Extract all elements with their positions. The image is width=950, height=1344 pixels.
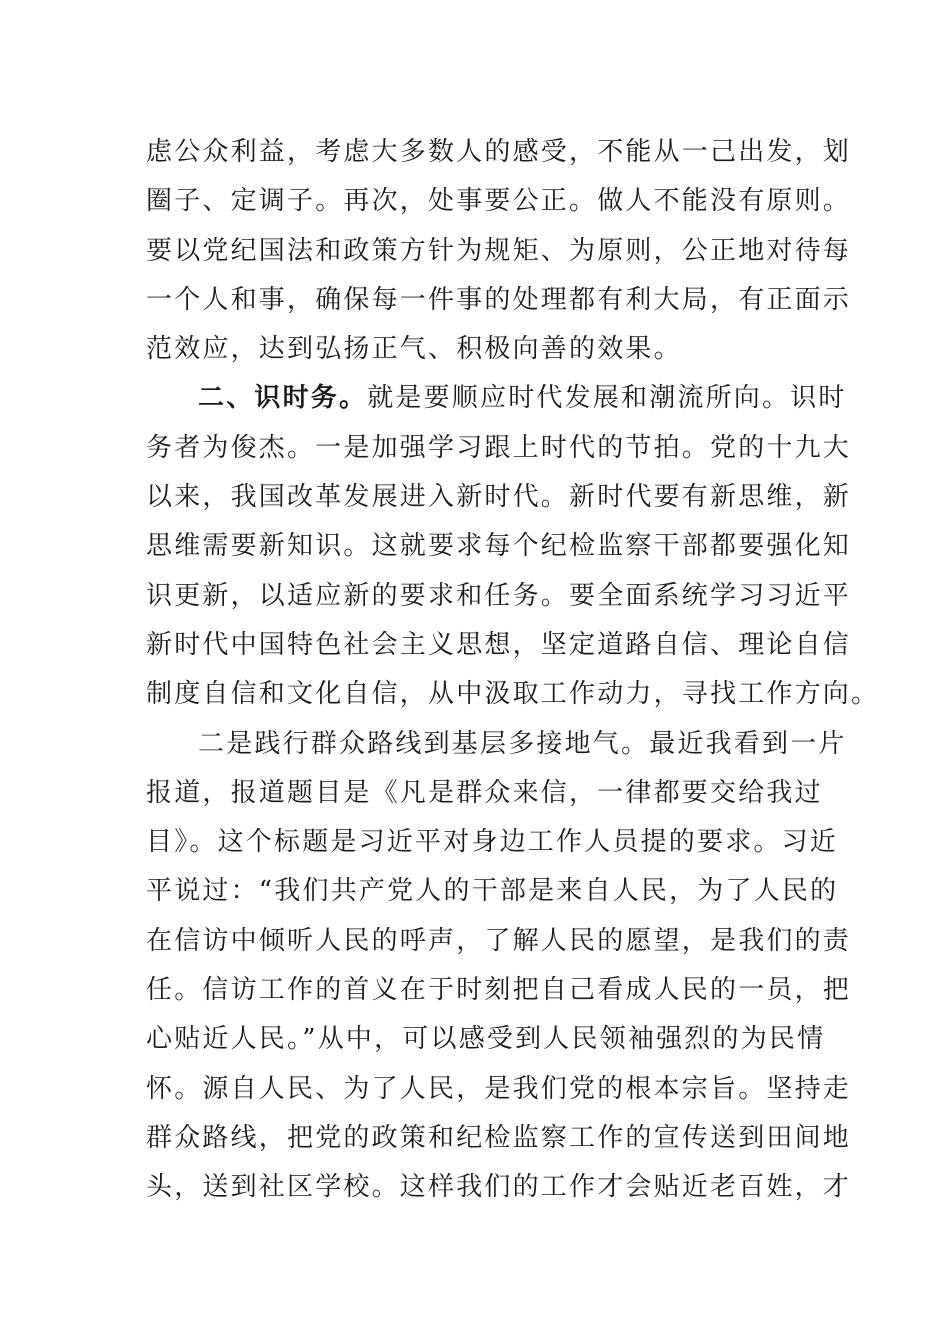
text-span: 就是要顺应时代发展和潮流所向。识时 [367, 383, 847, 414]
text-line: 新时代中国特色社会主义思想，坚定道路自信、理论自信 [146, 629, 852, 660]
text-line: 任。信访工作的首义在于时刻把自己看成人民的一员，把 [146, 975, 852, 1006]
text-line: 要以党纪国法和政策方针为规矩、为原则，公正地对待每 [146, 235, 852, 266]
text-line: 在信访中倾听人民的呼声，了解人民的愿望，是我们的责 [146, 925, 852, 956]
text-line: 以来，我国改革发展进入新时代。新时代要有新思维，新 [146, 482, 852, 513]
section-heading: 二、识时务。 [198, 383, 368, 414]
text-line: 圈子、定调子。再次，处事要公正。做人不能没有原则。 [146, 186, 852, 217]
text-line: 制度自信和文化自信，从中汲取工作动力，寻找工作方向。 [146, 679, 880, 710]
text-line: 怀。源自人民、为了人民，是我们党的根本宗旨。坚持走 [146, 1073, 852, 1104]
text-line: 范效应，达到弘扬正气、积极向善的效果。 [146, 334, 682, 365]
text-line: 报道，报道题目是《凡是群众来信，一律都要交给我过 [146, 777, 823, 808]
text-line: 平说过：“我们共产党人的干部是来自人民，为了人民的 [146, 876, 839, 907]
text-line: 心贴近人民。”从中，可以感受到人民领袖强烈的为民情 [146, 1024, 826, 1055]
text-line: 一个人和事，确保每一件事的处理都有利大局，有正面示 [146, 284, 852, 315]
text-line: 识更新，以适应新的要求和任务。要全面系统学习习近平 [146, 580, 852, 611]
text-line: 头，送到社区学校。这样我们的工作才会贴近老百姓，才 [146, 1172, 852, 1203]
section-heading-line [146, 374, 847, 423]
document-body [146, 128, 880, 1213]
text-line: 群众路线，把党的政策和纪检监察工作的宣传送到田间地 [146, 1122, 852, 1153]
text-line: 务者为俊杰。一是加强学习跟上时代的节拍。党的十九大 [146, 432, 852, 463]
paragraph-first-line: 二是践行群众路线到基层多接地气。最近我看到一片 [198, 728, 847, 759]
text-line: 目》。这个标题是习近平对身边工作人员提的要求。习近 [146, 827, 839, 858]
text-line: 思维需要新知识。这就要求每个纪检监察干部都要强化知 [146, 531, 852, 562]
text-line: 虑公众利益，考虑大多数人的感受，不能从一己出发，划 [146, 137, 852, 167]
